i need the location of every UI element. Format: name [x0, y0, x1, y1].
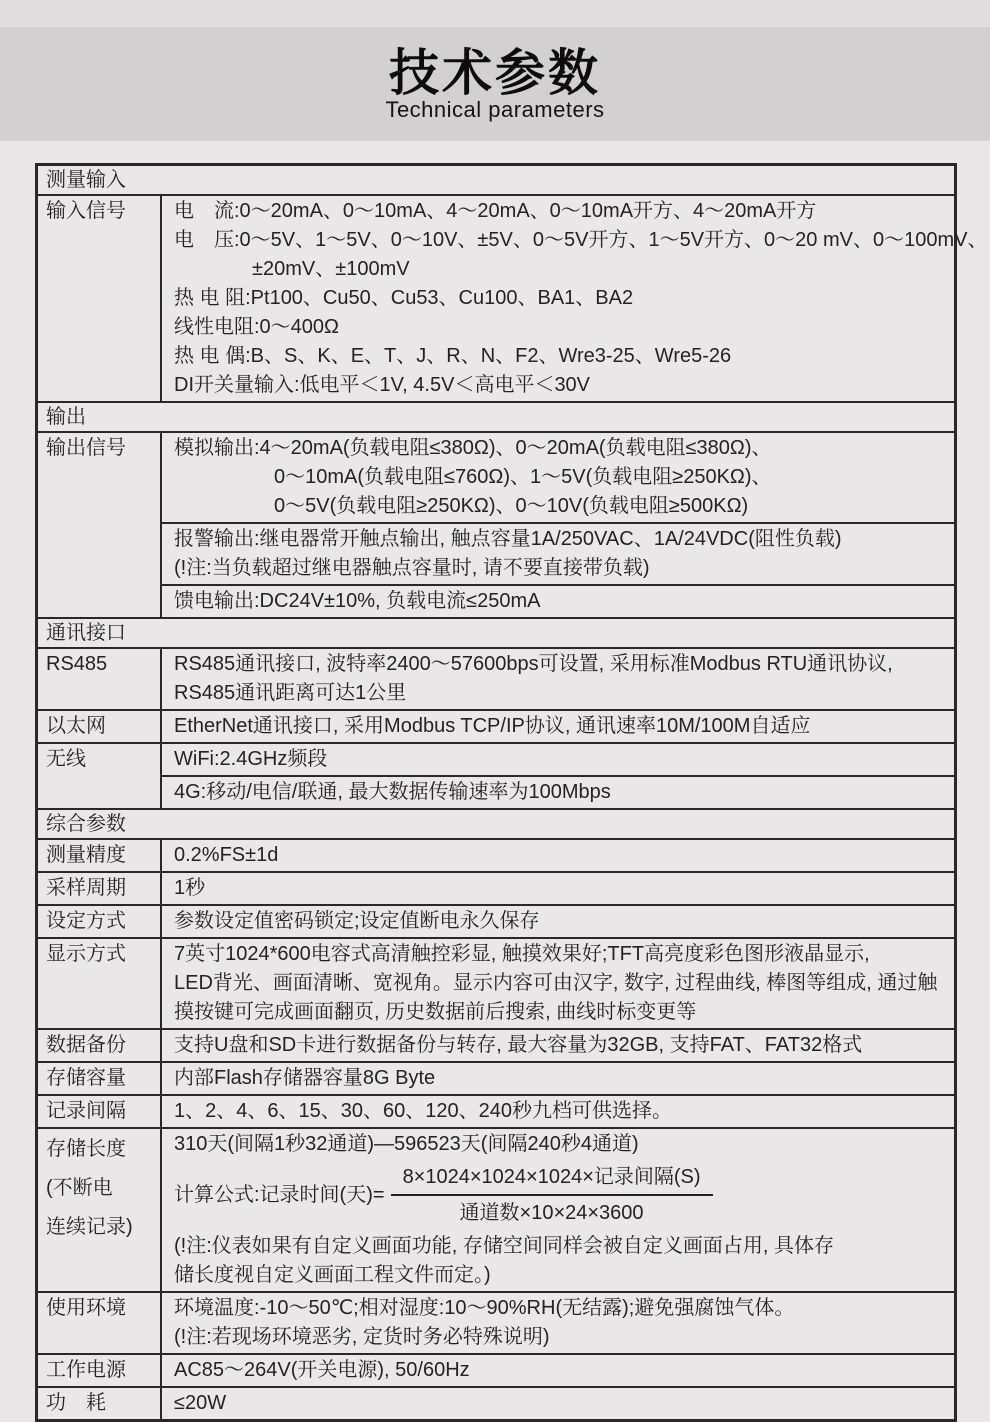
row-content-power — [162, 1355, 954, 1386]
row-label-input-signal: 输入信号 — [38, 196, 162, 401]
spec-line: 模拟输出:4～20mA(负载电阻≤380Ω)、0～20mA(负载电阻≤380Ω)、 — [174, 437, 772, 459]
row-content-ethernet — [162, 711, 954, 742]
spec-line: (!注:若现场环境恶劣, 定货时务必特殊说明) — [174, 1326, 550, 1348]
spec-line: 热 电 偶:B、S、K、E、T、J、R、N、F2、Wre3-25、Wre5-26 — [174, 345, 732, 367]
spec-row-display — [38, 937, 954, 1028]
spec-line: AC85～264V(开关电源), 50/60Hz — [174, 1359, 470, 1381]
spec-line: EtherNet通讯接口, 采用Modbus TCP/IP协议, 通讯速率10M/100M自适应 — [174, 715, 811, 737]
spec-row-ethernet — [38, 709, 954, 742]
spec-line: 热 电 阻:Pt100、Cu50、Cu53、Cu100、BA1、BA2 — [174, 287, 634, 309]
row-label-accuracy: 测量精度 — [38, 840, 162, 871]
spec-line: 0～5V(负载电阻≥250KΩ)、0～10V(负载电阻≥500KΩ) — [274, 495, 749, 517]
title-band — [0, 27, 990, 141]
spec-line: 支持U盘和SD卡进行数据备份与转存, 最大容量为32GB, 支持FAT、FAT32格式 — [174, 1034, 863, 1056]
spec-line: (!注:仪表如果有自定义画面功能, 存储空间同样会被自定义画面占用, 具体存 — [174, 1235, 834, 1257]
spec-line: 储长度视自定义画面工程文件而定。) — [174, 1264, 491, 1286]
row-content-sampling — [162, 873, 954, 904]
row-label-consumption: 功 耗 — [38, 1388, 162, 1419]
spec-row-wireless — [38, 742, 954, 808]
spec-row-consumption — [38, 1386, 954, 1419]
storage-formula — [174, 1164, 950, 1226]
spec-line: (!注:当负载超过继电器触点容量时, 请不要直接带负载) — [174, 557, 650, 579]
spec-row-output-signal — [38, 431, 954, 617]
label-line: 存储长度 — [46, 1138, 126, 1160]
row-label-interval: 记录间隔 — [38, 1096, 162, 1127]
row-content-consumption — [162, 1388, 954, 1419]
spec-line: RS485通讯接口, 波特率2400～57600bps可设置, 采用标准Modbus RTU通讯协议, — [174, 653, 893, 675]
spec-table — [35, 163, 988, 1422]
row-label-sampling: 采样周期 — [38, 873, 162, 904]
row-content-storage-length — [162, 1129, 954, 1291]
spec-line: 0～10mA(负载电阻≤760Ω)、1～5V(负载电阻≥250KΩ)、 — [274, 466, 772, 488]
row-label-environment: 使用环境 — [38, 1293, 162, 1353]
spec-line: WiFi:2.4GHz频段 — [174, 748, 328, 770]
row-label-rs485: RS485 — [38, 649, 162, 709]
section-header-general: 综合参数 — [38, 808, 954, 838]
spec-line: 参数设定值密码锁定;设定值断电永久保存 — [174, 910, 540, 932]
section-header-comm: 通讯接口 — [38, 617, 954, 647]
subcell-analog-output — [162, 433, 954, 522]
spec-row-rs485 — [38, 647, 954, 709]
formula-fraction — [391, 1164, 713, 1226]
subcell-4g — [162, 775, 954, 808]
row-content-environment — [162, 1293, 954, 1353]
subcell-feed-output — [162, 584, 954, 617]
spec-line: ≤20W — [174, 1392, 227, 1414]
row-label-power: 工作电源 — [38, 1355, 162, 1386]
row-label-storage-length — [38, 1129, 162, 1291]
row-label-output-signal: 输出信号 — [38, 433, 162, 617]
spec-line: 线性电阻:0～400Ω — [174, 316, 339, 338]
label-line: 连续记录) — [46, 1216, 133, 1238]
spec-line: 1秒 — [174, 877, 206, 899]
row-content-backup — [162, 1030, 954, 1061]
subcell-wifi — [162, 744, 954, 775]
row-label-ethernet: 以太网 — [38, 711, 162, 742]
label-line: (不断电 — [46, 1177, 113, 1199]
spec-row-backup — [38, 1028, 954, 1061]
spec-line: 环境温度:-10～50℃;相对湿度:10～90%RH(无结露);避免强腐蚀气体。 — [174, 1297, 795, 1319]
spec-line: 4G:移动/电信/联通, 最大数据传输速率为100Mbps — [174, 781, 611, 803]
spec-line: 馈电输出:DC24V±10%, 负载电流≤250mA — [174, 590, 541, 612]
section-header-measure-input: 测量输入 — [46, 169, 126, 191]
spec-line: 摸按键可完成画面翻页, 历史数据前后搜索, 曲线时标变更等 — [174, 1001, 697, 1023]
formula-numerator: 8×1024×1024×1024×记录间隔(S) — [391, 1164, 713, 1196]
row-label-display: 显示方式 — [38, 939, 162, 1028]
spec-line: ±20mV、±100mV — [252, 258, 410, 280]
spec-line: 310天(间隔1秒32通道)—596523天(间隔240秒4通道) — [174, 1133, 639, 1155]
spec-row-input-signal — [38, 194, 988, 401]
spec-row-environment — [38, 1291, 954, 1353]
spec-line: 报警输出:继电器常开触点输出, 触点容量1A/250VAC、1A/24VDC(阻性负载) — [174, 528, 842, 550]
row-content-input-signal — [162, 196, 988, 401]
page-subtitle: Technical parameters — [385, 97, 605, 122]
spec-line: DI开关量输入:低电平＜1V, 4.5V＜高电平＜30V — [174, 374, 591, 396]
spec-line: 电 流:0～20mA、0～10mA、4～20mA、0～10mA开方、4～20mA开方 — [174, 200, 817, 222]
spec-row-interval — [38, 1094, 954, 1127]
row-content-output-signal — [162, 433, 954, 617]
formula-denominator: 通道数×10×24×3600 — [459, 1202, 644, 1224]
spec-line: 1、2、4、6、15、30、60、120、240秒九档可供选择。 — [174, 1100, 672, 1122]
spec-line: 0.2%FS±1d — [174, 844, 279, 866]
spec-row-power — [38, 1353, 954, 1386]
row-content-rs485 — [162, 649, 954, 709]
row-content-wireless — [162, 744, 954, 808]
formula-prefix: 计算公式:记录时间(天)= — [174, 1183, 385, 1206]
row-content-setting — [162, 906, 954, 937]
spec-line: RS485通讯距离可达1公里 — [174, 682, 407, 704]
spec-row-accuracy — [38, 838, 954, 871]
row-content-accuracy — [162, 840, 954, 871]
row-label-capacity: 存储容量 — [38, 1063, 162, 1094]
top-strip — [0, 0, 990, 27]
page-title: 技术参数 — [389, 45, 601, 101]
subcell-alarm-output — [162, 522, 954, 584]
spec-line: 电 压:0～5V、1～5V、0～10V、±5V、0～5V开方、1～5V开方、0～20 mV、0～100mV、 — [174, 229, 988, 251]
spec-row-storage-length — [38, 1127, 954, 1291]
spec-line: 内部Flash存储器容量8G Byte — [174, 1067, 436, 1089]
row-label-setting: 设定方式 — [38, 906, 162, 937]
row-label-wireless: 无线 — [38, 744, 162, 808]
spec-row-setting — [38, 904, 954, 937]
spec-line: 7英寸1024*600电容式高清触控彩显, 触摸效果好;TFT高亮度彩色图形液晶显示, — [174, 943, 870, 965]
spec-line: LED背光、画面清晰、宽视角。显示内容可由汉字, 数字, 过程曲线, 棒图等组成, 通过触 — [174, 972, 938, 994]
section-header-output: 输出 — [38, 401, 954, 431]
spec-row-sampling — [38, 871, 954, 904]
row-content-display — [162, 939, 954, 1028]
spec-row-capacity — [38, 1061, 954, 1094]
row-content-capacity — [162, 1063, 954, 1094]
row-label-backup: 数据备份 — [38, 1030, 162, 1061]
row-content-interval — [162, 1096, 954, 1127]
